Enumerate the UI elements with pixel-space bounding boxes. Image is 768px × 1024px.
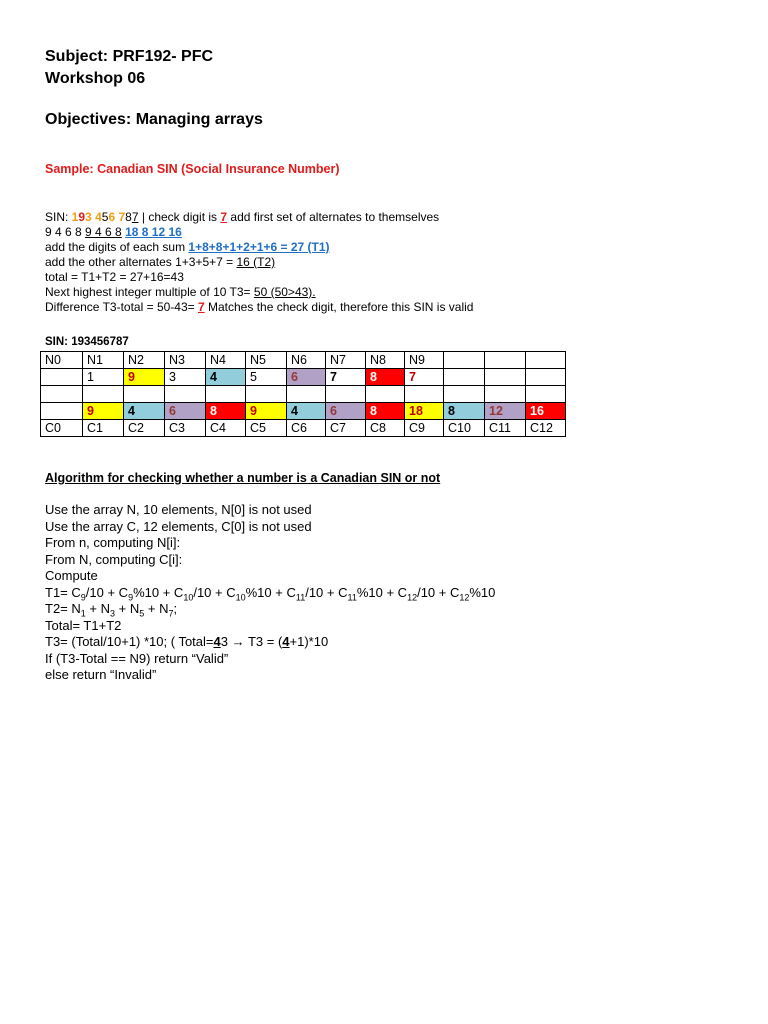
subscript: 12 — [407, 592, 418, 603]
subscript: 9 — [80, 592, 86, 603]
difference-value: 7 — [197, 300, 205, 314]
digit: 4 — [282, 634, 290, 649]
text: +1)*10 — [289, 634, 329, 649]
algorithm-line: From n, computing N[i]: — [45, 535, 181, 550]
text: + N — [144, 601, 169, 616]
text: %10 + C — [133, 584, 184, 600]
text: 9 4 6 8 — [85, 225, 122, 239]
table-cell — [444, 369, 485, 386]
table-cell: 4 — [287, 403, 326, 420]
subscript: 1 — [80, 608, 86, 619]
explanation-line-5: total = T1+T2 = 27+16=43 — [45, 270, 184, 284]
table-cell: C2 — [124, 420, 165, 437]
digit: 7 — [131, 210, 139, 224]
table-cell: N9 — [405, 352, 444, 369]
algorithm-line: If (T3-Total == N9) return “Valid” — [45, 650, 229, 666]
explanation-line-3 — [45, 240, 473, 255]
table-cell: 8 — [206, 403, 246, 420]
sums: 18 8 12 16 — [125, 225, 182, 239]
table-cell: 16 — [526, 403, 566, 420]
table-cell: 4 — [206, 369, 246, 386]
table-cell: 4 — [124, 403, 165, 420]
text: | check digit is — [138, 210, 221, 224]
sin-array-table — [40, 351, 566, 437]
subscript: 11 — [295, 592, 306, 603]
table-cell: C12 — [526, 420, 566, 437]
table-cell — [485, 386, 526, 403]
digit: 9 — [78, 210, 86, 224]
table-cell — [41, 403, 83, 420]
table-cell: 9 — [246, 403, 287, 420]
digit: 8 — [125, 210, 132, 224]
digit: 6 — [108, 210, 116, 224]
table-cell: N0 — [41, 352, 83, 369]
explanation-line-7 — [45, 300, 473, 315]
table-cell: C10 — [444, 420, 485, 437]
table-cell: 7 — [326, 369, 366, 386]
table-cell — [444, 386, 485, 403]
table-cell — [287, 386, 326, 403]
explanation-line-2 — [45, 225, 473, 240]
table-cell: N6 — [287, 352, 326, 369]
t1-formula — [45, 585, 495, 602]
table-cell: 8 — [444, 403, 485, 420]
table-cell — [41, 386, 83, 403]
text: /10 + C — [85, 584, 129, 600]
text: add first set of alternates to themselves — [227, 210, 440, 224]
table-cell: C0 — [41, 420, 83, 437]
table-cell: C6 — [287, 420, 326, 437]
algorithm-line: Compute — [45, 568, 98, 583]
text: + N — [85, 601, 110, 616]
digit: 4 — [95, 210, 102, 224]
algorithm-heading: Algorithm for checking whether a number is a Canadian SIN or not — [45, 471, 441, 485]
text: add the digits of each sum — [45, 240, 189, 254]
subscript: 10 — [235, 592, 246, 603]
table-cell: C9 — [405, 420, 444, 437]
sin-label: SIN: 193456787 — [45, 336, 129, 348]
subscript: 11 — [347, 592, 357, 603]
algorithm-line: Use the array C, 12 elements, C[0] is not used — [45, 518, 312, 534]
digit: 1 — [71, 210, 79, 224]
text: SIN: — [45, 210, 72, 224]
text: add the other alternates 1+3+5+7 = — [45, 255, 237, 269]
subscript: 10 — [183, 592, 194, 603]
table-cell: N8 — [366, 352, 405, 369]
table-cell — [124, 386, 165, 403]
table-cell: 18 — [405, 403, 444, 420]
table-cell — [526, 369, 566, 386]
table-cell — [485, 369, 526, 386]
text: T3= (Total/10+1) *10; ( Total= — [45, 634, 214, 649]
table-cell: C7 — [326, 420, 366, 437]
table-cell — [405, 386, 444, 403]
text: Difference T3-total = 50-43= — [45, 300, 198, 314]
table-cell: 9 — [124, 369, 165, 386]
text: T2= N — [45, 601, 81, 616]
digit: 5 — [101, 210, 109, 224]
text: 3 → T3 = ( — [220, 634, 283, 649]
table-cell: 1 — [83, 369, 124, 386]
table-cell — [485, 352, 526, 369]
text: T1= C — [45, 584, 81, 600]
table-cell — [526, 352, 566, 369]
table-cell: C1 — [83, 420, 124, 437]
subscript: 5 — [139, 608, 145, 619]
table-cell: 6 — [165, 403, 206, 420]
table-cell: N7 — [326, 352, 366, 369]
table-cell — [41, 369, 83, 386]
subscript: 9 — [128, 592, 134, 603]
table-row — [41, 369, 566, 386]
table-cell: 6 — [287, 369, 326, 386]
table-cell: 5 — [246, 369, 287, 386]
text: Next highest integer multiple of 10 T3= — [45, 285, 254, 299]
algorithm-line: else return “Invalid” — [45, 667, 157, 682]
table-cell: N1 — [83, 352, 124, 369]
digit: 3 — [85, 210, 92, 224]
table-cell: N4 — [206, 352, 246, 369]
table-cell: 12 — [485, 403, 526, 420]
workshop-title: Workshop 06 — [45, 70, 146, 87]
table-cell: C8 — [366, 420, 405, 437]
sin-explanation — [45, 210, 473, 315]
explanation-line-6 — [45, 285, 473, 300]
table-cell — [526, 386, 566, 403]
table-cell: 8 — [366, 369, 405, 386]
check-digit: 7 — [220, 210, 228, 224]
table-cell: 7 — [405, 369, 444, 386]
subscript: 12 — [459, 592, 470, 603]
algorithm-line: Total= T1+T2 — [45, 617, 122, 633]
table-cell — [83, 386, 124, 403]
table-cell: 3 — [165, 369, 206, 386]
subscript: 3 — [110, 608, 116, 619]
table-cell: N2 — [124, 352, 165, 369]
table-cell — [206, 386, 246, 403]
subscript: 7 — [168, 608, 174, 619]
text: /10 + C — [305, 584, 348, 600]
explanation-line-1 — [45, 210, 473, 225]
t2-sum: 16 (T2) — [236, 255, 276, 269]
table-cell — [165, 386, 206, 403]
digit: 4 — [213, 634, 221, 649]
algorithm-text — [45, 502, 495, 684]
table-cell: 9 — [83, 403, 124, 420]
sample-heading: Sample: Canadian SIN (Social Insurance Number) — [45, 162, 340, 176]
text: %10 — [469, 584, 496, 600]
text: ; — [173, 601, 178, 616]
table-cell — [326, 386, 366, 403]
text: %10 + C — [245, 584, 296, 600]
table-cell: N3 — [165, 352, 206, 369]
table-row — [41, 420, 566, 437]
table-row — [41, 386, 566, 403]
subject-title: Subject: PRF192- PFC — [45, 48, 214, 65]
table-cell: 8 — [366, 403, 405, 420]
objectives-title: Objectives: Managing arrays — [45, 111, 263, 128]
explanation-line-4 — [45, 255, 473, 270]
text: Matches the check digit, therefore this SIN is valid — [204, 300, 474, 314]
table-cell: N5 — [246, 352, 287, 369]
table-row — [41, 352, 566, 369]
text: 9 4 6 8 — [45, 225, 86, 239]
text: %10 + C — [356, 584, 408, 600]
digit: 7 — [118, 210, 126, 224]
t3-value: 50 (50>43). — [253, 285, 316, 299]
t3-formula — [45, 634, 495, 651]
table-cell: 6 — [326, 403, 366, 420]
text: + N — [115, 601, 140, 616]
t2-formula — [45, 601, 495, 618]
table-cell: C4 — [206, 420, 246, 437]
table-cell — [444, 352, 485, 369]
text: /10 + C — [417, 584, 460, 600]
table-cell — [246, 386, 287, 403]
table-cell: C11 — [485, 420, 526, 437]
algorithm-line: From N, computing C[i]: — [45, 551, 183, 567]
algorithm-line: Use the array N, 10 elements, N[0] is not used — [45, 502, 312, 517]
text: /10 + C — [193, 584, 236, 600]
table-cell: C3 — [165, 420, 206, 437]
table-cell — [366, 386, 405, 403]
t1-sum: 1+8+8+1+2+1+6 = 27 (T1) — [188, 240, 330, 254]
table-cell: C5 — [246, 420, 287, 437]
table-row — [41, 403, 566, 420]
